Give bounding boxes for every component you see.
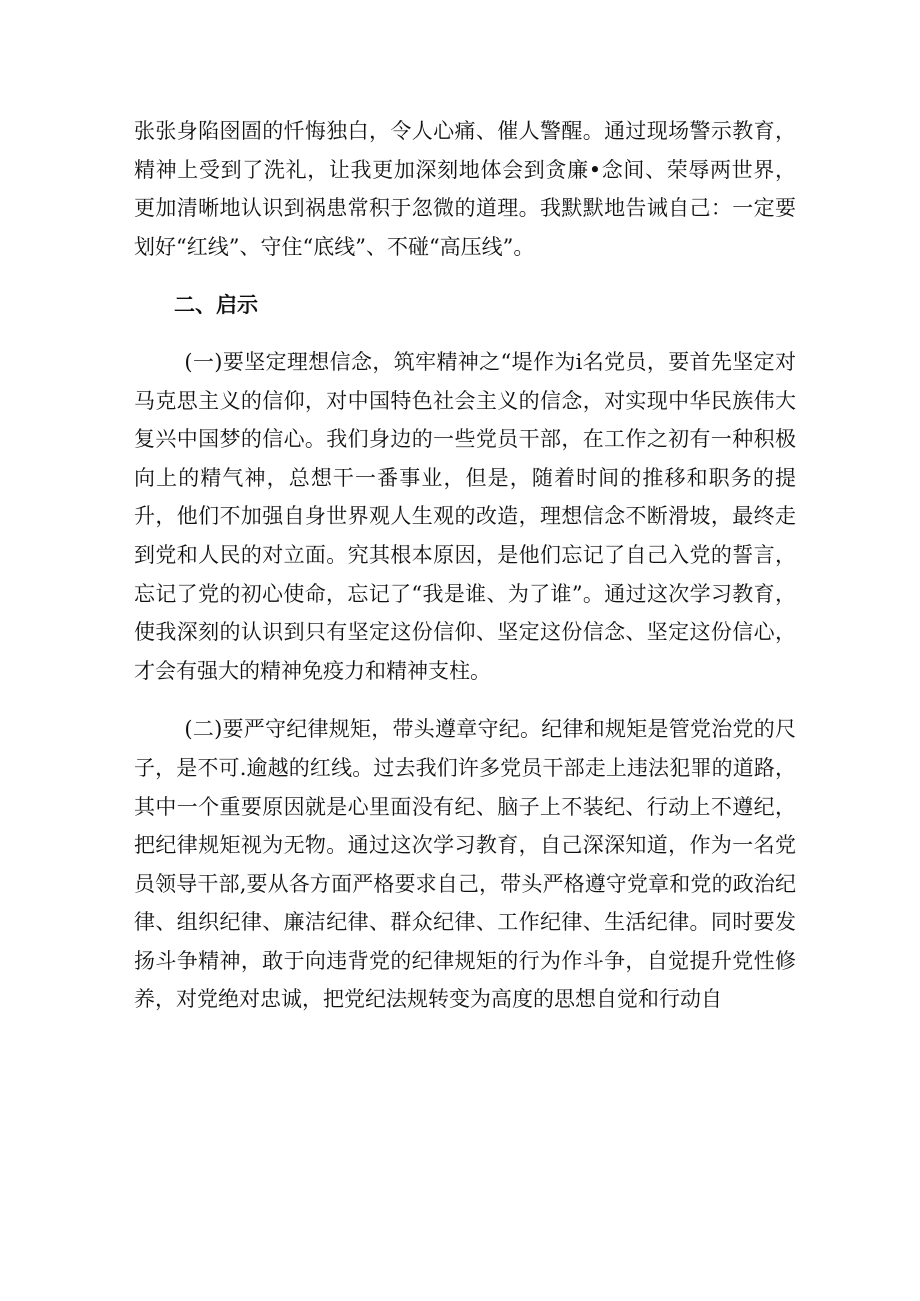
- paragraph-ideals: (一)要坚定理想信念，筑牢精神之“堤作为i名党员，要首先坚定对马克思主义的信仰，对中国特色社会主义的信念，对实现中华民族伟大复兴中国梦的信心。我们身边的一些党员干部，在工作之初有一种积极向上的精气神，总想干一番事业，但是，随着时间的推移和职务的提升，他们不加强自身世界观人生观的改造，理想信念不断滑坡，最终走到党和人民的对立面。究其根本原因，是他们忘记了自己入党的誓言，忘记了党的初心使命，忘记了“我是谁、为了谁”。通过这次学习教育，使我深刻的认识到只有坚定这份信仰、坚定这份信念、坚定这份信心，才会有强大的精神免疫力和精神支柱。: [134, 349, 796, 683]
- section-heading: 二、启示: [174, 293, 258, 318]
- paragraph-continued: 张张身陷囹圄的忏悔独白，令人心痛、催人警醒。通过现场警示教育，精神上受到了洗礼，让我更加深刻地体会到贪廉•念间、荣辱两世界，更加清晰地认识到祸患常积于忽微的道理。我默默地告诫自己：一定要划好“红线”、守住“底线”、不碰“高压线”。: [134, 119, 796, 259]
- paragraph-gap: [134, 690, 796, 710]
- document-body: [134, 112, 796, 1019]
- paragraph-gap: [134, 266, 796, 286]
- paragraph-discipline: (二)要严守纪律规矩，带头遵章守纪。纪律和规矩是管党治党的尺子，是不可.逾越的红线。过去我们许多党员干部走上违法犯罪的道路，其中一个重要原因就是心里面没有纪、脑子上不装纪、行动上不遵纪，把纪律规矩视为无物。通过这次学习教育，自己深深知道，作为一名党员领导干部,要从各方面严格要求自己，带头严格遵守党章和党的政治纪律、组织纪律、廉洁纪律、群众纪律、工作纪律、生活纪律。同时要发扬斗争精神，敢于向违背党的纪律规矩的行为作斗争，自觉提升党性修养，对党绝对忠诚，把党纪法规转变为高度的思想自觉和行动自: [134, 717, 796, 1012]
- heading-gap: [134, 325, 796, 343]
